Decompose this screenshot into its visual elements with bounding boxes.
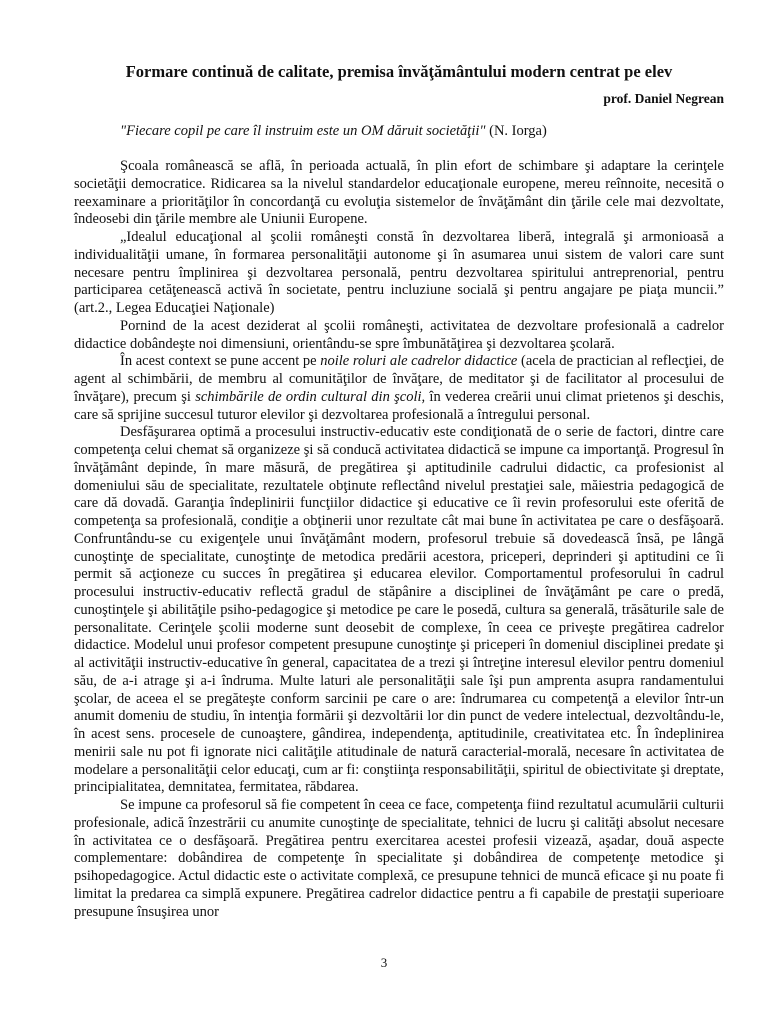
paragraph-4-emphasis-changes: schimbările de ordin cultural din şcoli, xyxy=(195,388,426,405)
motto-source: (N. Iorga) xyxy=(485,123,547,139)
paragraph-4-part-c: (acela de practician al reflecţiei, de agent al schimbării, de membru al comunităţilor de învăţare, de meditator şi de facilitator al procesului de învăţare), precum şi xyxy=(74,353,724,405)
paragraph-4 xyxy=(74,353,724,424)
author-name: prof. Daniel Negrean xyxy=(603,91,724,106)
motto-quote: "Fiecare copil pe care îl instruim este un OM dăruit societăţii" xyxy=(120,123,486,139)
motto xyxy=(120,122,724,140)
paragraph-5: Desfăşurarea optimă a procesului instructiv-educativ este condiţionată de o serie de factori, dintre care competenţa celui chemat să organizeze şi să conducă activitatea didactică se impune ca importanţă. Progresul în învăţământ depinde, în mare măsură, de pregătirea şi aptitudinile cadrului didactic, ca profesionist al domeniului său de specialitate, rezultatele obţinute reflectând nivelul prestaţiei sale, măiestria pedagogică de care dă dovadă. Garanţia îndeplinirii funcţiilor didactice şi educative ce îi revin profesorului este oferită de competenţa sa profesională, condiţie a obţinerii unor rezultate cât mai bune în activitatea pe care o desfăşoară. Confruntându-se cu exigenţele unui învăţământ modern, profesorul trebuie să dovedească însă, pe lângă cunoştinţe de specialitate, cunoştinţe de metodica predării acestora, priceperi, deprinderi şi aptitudini ce îi permit să acţioneze cu succes în pregătirea şi educarea elevilor. Comportamentul profesorului în cadrul procesului instructiv-educativ reflectă gradul de stăpânire a disciplinei de învăţământ pe care o predă, cunoştinţele şi abilităţile psiho-pedagogice şi metodice pe care le posedă, cultura sa generală, trăsăturile sale de personalitate. Cerinţele şcolii moderne sunt deosebit de complexe, în ceea ce priveşte pregătirea cadrelor didactice. Modelul unui profesor competent presupune cunoştinţe şi priceperi în domeniul disciplinei predate şi al activităţii instructiv-educative în general, capacitatea de a trezi şi întreţine interesul elevilor pentru domeniul său, de a-i atrage şi a-i îndruma. Multe laturi ale personalităţii sale îşi pun amprenta asupra randamentului şcolar, de aceea el se pregăteşte conform sarcinii pe care o are: îndrumarea cu competenţă a elevilor într-un anumit domeniu de studiu, în intenţia formării şi dezvoltării lor din punct de vedere intelectual, dezvoltându-le, în acest sens. procesele de cunoaştere, gândirea, independenţa, aptitudinile, creativitatea etc. În îndeplinirea menirii sale nu pot fi ignorate nici calităţile atitudinale de natură caracterial-morală, necesare în activitatea de modelare a personalităţii celor educaţi, cum ar fi: conştiinţa responsabilităţii, spiritul de obiectivitate şi dreptate, principialitatea, demnitatea, fermitatea, răbdarea. xyxy=(74,424,724,796)
paragraph-4-part-e: în vederea creării unui climat prietenos şi deschis, care să sprijine succesul tuturor elevilor şi dezvoltarea profesională a întregului personal. xyxy=(74,388,724,423)
paragraph-1: Şcoala românească se află, în perioada actuală, în plin efort de schimbare şi adaptare la cerinţele societăţii democratice. Ridicarea sa la nivelul standardelor educaţionale europene, mereu reînnoite, necesită o reexaminare a priorităţilor în concordanţă cu evoluţia sistemelor de învăţământ din ţările cele mai dezvoltate, îndeosebi din ţările membre ale Uniunii Europene. xyxy=(74,158,724,228)
paragraph-4-part-a: În acest context se pune accent pe xyxy=(120,353,321,370)
paragraph-6: Se impune ca profesorul să fie competent în ceea ce face, competenţa fiind rezultatul acumulării culturii profesionale, adică înzestrării cu anumite cunoştinţe de specialitate, tehnici de lucru şi calităţi absolut necesare în activitatea ce o desfăşoară. Pregătirea pentru exercitarea acestei profesii vizează, aşadar, două aspecte complementare: dobândirea de competenţe în specialitate şi dobândirea de competenţe metodice şi psihopedagogice. Actul didactic este o activitate complexă, ce presupune tehnici de muncă eficace şi nu poate fi limitat la predarea ca simplă expunere. Pregătirea cadrelor didactice pentru a fi capabile de prestaţii superioare presupune însuşirea unor xyxy=(74,797,724,920)
paragraph-2: „Idealul educaţional al şcolii româneşti constă în dezvoltarea liberă, integrală şi armonioasă a individualităţii umane, în formarea personalităţii autonome şi în asumarea unui sistem de valori care sunt necesare pentru împlinirea şi dezvoltarea personală, pentru dezvoltarea spiritului antreprenorial, pentru participarea cetăţenească activă în societate, pentru incluziune socială şi pentru angajare pe piaţa muncii.” (art.2., Legea Educaţiei Naţionale) xyxy=(74,229,724,316)
document-body xyxy=(74,158,724,921)
page-number: 3 xyxy=(380,955,388,970)
paragraph-3: Pornind de la acest deziderat al şcolii româneşti, activitatea de dezvoltare profesională a cadrelor didactice dobândeşte noi dimensiuni, orientându-se spre îmbunătăţirea şi dezvoltarea şcolară. xyxy=(74,317,724,352)
document-title: Formare continuă de calitate, premisa învăţământului modern centrat pe elev xyxy=(125,62,673,81)
paragraph-4-emphasis-roles: noile roluri ale cadrelor didactice xyxy=(320,353,518,370)
